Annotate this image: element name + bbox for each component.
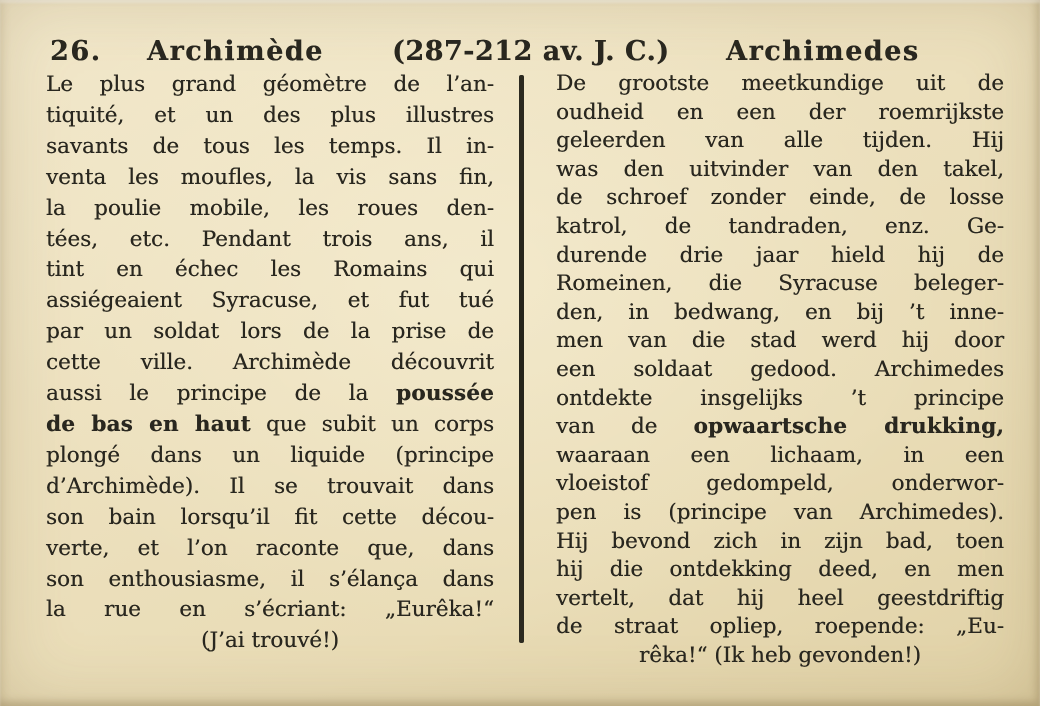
text-line: son enthousiasme, il s’élança dans — [46, 566, 494, 592]
text-line: ontdekte insgelijks ’t principe — [556, 385, 1004, 411]
text-line: vloeistof gedompeld, onderwor- — [556, 471, 1004, 497]
text-line: rêka!“ (Ik heb gevonden!) — [638, 642, 921, 668]
text-line: tiquité, et un des plus illustres — [46, 102, 494, 128]
text-line: waaraan een lichaam, in een — [556, 442, 1004, 468]
text-line: pen is (principe van Archimedes). — [556, 499, 1004, 525]
column-french-text — [46, 70, 494, 657]
text-line: een soldaat gedood. Archimedes — [556, 356, 1004, 382]
text-line: de bas en haut que subit un corps — [46, 411, 494, 437]
text-line: venta les moufles, la vis sans fin, — [46, 164, 494, 190]
text-line: men van die stad werd hij door — [556, 328, 1004, 354]
text-line: aussi le principe de la poussée — [46, 381, 494, 407]
text-line: de schroef zonder einde, de losse — [556, 185, 1004, 211]
text-line: katrol, de tandraden, enz. Ge- — [556, 213, 1004, 239]
text-line: la poulie mobile, les roues den- — [46, 195, 494, 221]
text-line: par un soldat lors de la prise de — [46, 319, 494, 345]
text-line: plongé dans un liquide (principe — [46, 442, 494, 468]
text-line: la rue en s’écriant: „Eurêka!“ — [46, 597, 494, 623]
text-line: van de opwaartsche drukking, — [556, 414, 1005, 440]
text-line: Romeinen, die Syracuse beleger- — [556, 271, 1004, 297]
text-line: cette ville. Archimède découvrit — [46, 350, 494, 376]
text-line: assiégeaient Syracuse, et fut tué — [46, 288, 494, 314]
text-line: verte, et l’on raconte que, dans — [46, 535, 494, 561]
text-line: hij die ontdekking deed, en men — [556, 557, 1004, 583]
column-dutch-text — [556, 70, 1004, 670]
text-line: den, in bedwang, en bij ’t inne- — [556, 299, 1004, 325]
text-line: tées, etc. Pendant trois ans, il — [46, 226, 494, 252]
column-divider — [519, 75, 524, 643]
text-line: durende drie jaar hield hij de — [556, 242, 1004, 268]
text-line: d’Archimède). Il se trouvait dans — [46, 473, 494, 499]
lifespan-dates: (287-212 av. J. C.) — [392, 36, 670, 67]
text-line: geleerden van alle tijden. Hij — [556, 128, 1004, 154]
title-dutch: Archimedes — [726, 36, 920, 67]
text-line: son bain lorsqu’il fit cette décou- — [46, 504, 494, 530]
text-line: tint en échec les Romains qui — [46, 257, 494, 283]
text-line: (J’ai trouvé!) — [201, 628, 339, 654]
text-line: savants de tous les temps. Il in- — [46, 133, 494, 159]
text-line: de straat opliep, roepende: „Eu- — [556, 614, 1004, 640]
text-line: was den uitvinder van den takel, — [556, 156, 1004, 182]
text-line: Hij bevond zich in zijn bad, toen — [556, 528, 1004, 554]
text-line: Le plus grand géomètre de l’an- — [46, 72, 494, 97]
text-line: vertelt, dat hij heel geestdriftig — [556, 585, 1004, 611]
entry-number: 26. — [50, 36, 102, 67]
text-line: oudheid en een der roemrijkste — [556, 99, 1004, 125]
title-french: Archimède — [147, 36, 324, 67]
text-line: De grootste meetkundige uit de — [556, 71, 1004, 96]
